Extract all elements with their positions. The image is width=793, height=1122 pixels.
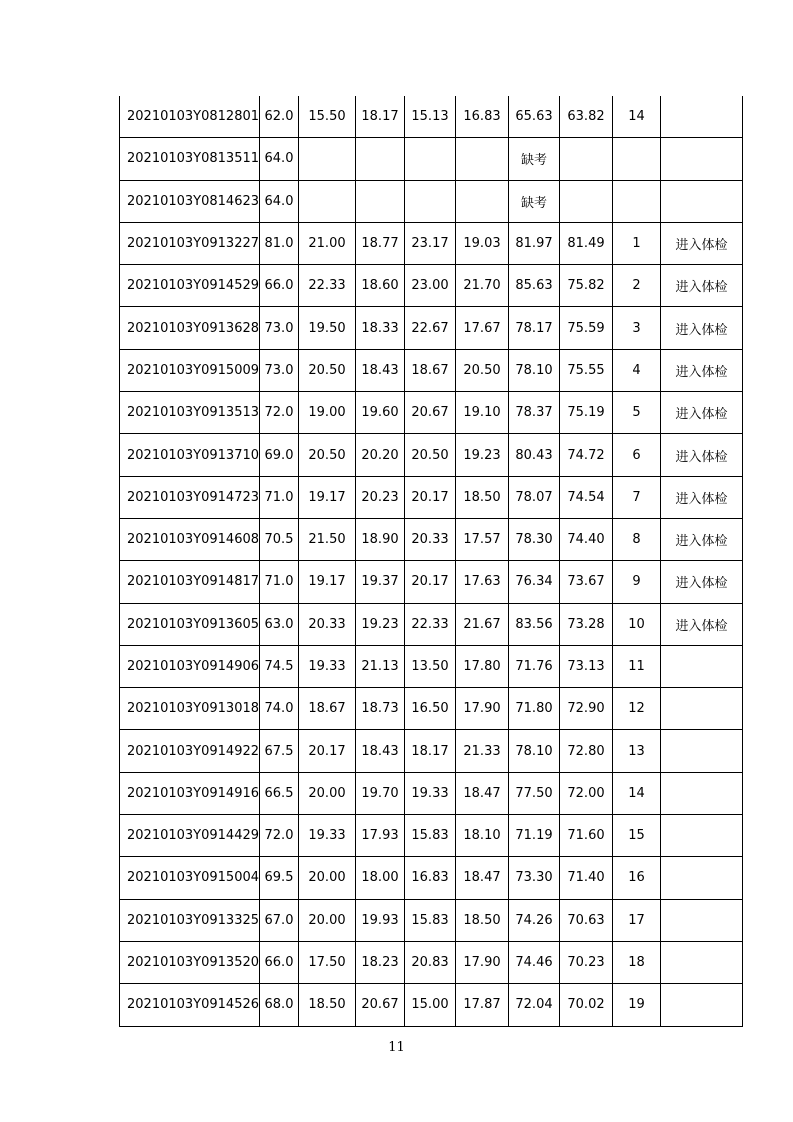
score-c-cell: 15.00 [405, 984, 456, 1026]
table-row [120, 857, 743, 899]
score-d-cell: 18.47 [456, 857, 509, 899]
total-score-cell: 73.67 [560, 561, 613, 603]
score-d-cell: 21.67 [456, 603, 509, 645]
interview-score-cell: 缺考 [509, 180, 560, 222]
interview-score-cell: 76.34 [509, 561, 560, 603]
score-a-cell: 15.50 [299, 96, 356, 138]
score-a-cell: 20.50 [299, 434, 356, 476]
score-b-cell: 19.60 [356, 392, 405, 434]
total-score-cell: 73.28 [560, 603, 613, 645]
score-b-cell: 18.60 [356, 265, 405, 307]
total-score-cell: 73.13 [560, 645, 613, 687]
score-a-cell: 17.50 [299, 941, 356, 983]
remark-cell [661, 730, 743, 772]
total-score-cell: 74.72 [560, 434, 613, 476]
exam-id-cell: 20210103Y0915004 [120, 857, 260, 899]
total-score-cell: 75.82 [560, 265, 613, 307]
total-score-cell: 70.02 [560, 984, 613, 1026]
score-b-cell: 19.93 [356, 899, 405, 941]
table-row [120, 899, 743, 941]
written-score-cell: 69.0 [260, 434, 299, 476]
score-c-cell: 13.50 [405, 645, 456, 687]
written-score-cell: 70.5 [260, 518, 299, 560]
written-score-cell: 63.0 [260, 603, 299, 645]
exam-id-cell: 20210103Y0814623 [120, 180, 260, 222]
remark-cell [661, 180, 743, 222]
remark-cell: 进入体检 [661, 349, 743, 391]
interview-score-cell: 73.30 [509, 857, 560, 899]
remark-cell [661, 815, 743, 857]
interview-score-cell: 78.37 [509, 392, 560, 434]
total-score-cell: 63.82 [560, 96, 613, 138]
rank-cell: 13 [613, 730, 661, 772]
total-score-cell [560, 180, 613, 222]
remark-cell: 进入体检 [661, 265, 743, 307]
interview-score-cell: 71.80 [509, 688, 560, 730]
score-c-cell: 22.33 [405, 603, 456, 645]
interview-score-cell: 78.30 [509, 518, 560, 560]
remark-cell [661, 941, 743, 983]
total-score-cell: 74.54 [560, 476, 613, 518]
interview-score-cell: 78.17 [509, 307, 560, 349]
remark-cell: 进入体检 [661, 561, 743, 603]
table-row [120, 138, 743, 180]
table-row [120, 941, 743, 983]
score-d-cell: 21.33 [456, 730, 509, 772]
score-c-cell: 23.00 [405, 265, 456, 307]
total-score-cell: 70.63 [560, 899, 613, 941]
score-c-cell: 16.83 [405, 857, 456, 899]
score-a-cell: 21.00 [299, 222, 356, 264]
table-row [120, 265, 743, 307]
score-d-cell: 17.90 [456, 688, 509, 730]
table-row [120, 730, 743, 772]
table-row [120, 434, 743, 476]
rank-cell: 3 [613, 307, 661, 349]
score-c-cell: 18.67 [405, 349, 456, 391]
interview-score-cell: 80.43 [509, 434, 560, 476]
remark-cell [661, 772, 743, 814]
table-row [120, 984, 743, 1026]
written-score-cell: 71.0 [260, 476, 299, 518]
score-b-cell: 20.23 [356, 476, 405, 518]
interview-score-cell: 77.50 [509, 772, 560, 814]
exam-id-cell: 20210103Y0914429 [120, 815, 260, 857]
interview-score-cell: 缺考 [509, 138, 560, 180]
table-row [120, 180, 743, 222]
score-b-cell: 18.77 [356, 222, 405, 264]
score-c-cell: 20.33 [405, 518, 456, 560]
rank-cell: 1 [613, 222, 661, 264]
rank-cell: 16 [613, 857, 661, 899]
table-row [120, 476, 743, 518]
score-c-cell: 15.83 [405, 899, 456, 941]
table-row [120, 645, 743, 687]
rank-cell: 19 [613, 984, 661, 1026]
score-d-cell: 20.50 [456, 349, 509, 391]
score-c-cell [405, 138, 456, 180]
score-b-cell: 19.70 [356, 772, 405, 814]
score-a-cell: 20.00 [299, 857, 356, 899]
total-score-cell: 72.90 [560, 688, 613, 730]
written-score-cell: 66.5 [260, 772, 299, 814]
exam-id-cell: 20210103Y0913325 [120, 899, 260, 941]
interview-score-cell: 74.26 [509, 899, 560, 941]
interview-score-cell: 72.04 [509, 984, 560, 1026]
exam-id-cell: 20210103Y0913605 [120, 603, 260, 645]
score-c-cell: 16.50 [405, 688, 456, 730]
exam-id-cell: 20210103Y0914817 [120, 561, 260, 603]
score-b-cell: 18.23 [356, 941, 405, 983]
rank-cell: 14 [613, 772, 661, 814]
written-score-cell: 62.0 [260, 96, 299, 138]
score-c-cell: 20.50 [405, 434, 456, 476]
score-a-cell: 20.33 [299, 603, 356, 645]
score-a-cell: 20.50 [299, 349, 356, 391]
written-score-cell: 72.0 [260, 815, 299, 857]
score-b-cell: 19.23 [356, 603, 405, 645]
score-d-cell: 18.47 [456, 772, 509, 814]
written-score-cell: 74.5 [260, 645, 299, 687]
interview-score-cell: 78.07 [509, 476, 560, 518]
rank-cell: 11 [613, 645, 661, 687]
total-score-cell: 75.55 [560, 349, 613, 391]
remark-cell: 进入体检 [661, 434, 743, 476]
rank-cell: 14 [613, 96, 661, 138]
written-score-cell: 66.0 [260, 941, 299, 983]
remark-cell [661, 138, 743, 180]
score-a-cell: 21.50 [299, 518, 356, 560]
exam-id-cell: 20210103Y0914529 [120, 265, 260, 307]
written-score-cell: 68.0 [260, 984, 299, 1026]
written-score-cell: 73.0 [260, 349, 299, 391]
remark-cell [661, 688, 743, 730]
score-c-cell [405, 180, 456, 222]
score-a-cell: 20.17 [299, 730, 356, 772]
exam-id-cell: 20210103Y0915009 [120, 349, 260, 391]
score-d-cell: 17.57 [456, 518, 509, 560]
written-score-cell: 69.5 [260, 857, 299, 899]
score-d-cell: 18.10 [456, 815, 509, 857]
rank-cell: 10 [613, 603, 661, 645]
written-score-cell: 73.0 [260, 307, 299, 349]
score-b-cell: 18.73 [356, 688, 405, 730]
score-a-cell: 18.50 [299, 984, 356, 1026]
score-d-cell: 17.67 [456, 307, 509, 349]
rank-cell: 7 [613, 476, 661, 518]
table-row [120, 307, 743, 349]
table-row [120, 772, 743, 814]
score-a-cell: 19.00 [299, 392, 356, 434]
score-table [119, 96, 743, 1027]
score-a-cell: 22.33 [299, 265, 356, 307]
written-score-cell: 81.0 [260, 222, 299, 264]
written-score-cell: 71.0 [260, 561, 299, 603]
remark-cell [661, 96, 743, 138]
score-d-cell: 17.90 [456, 941, 509, 983]
exam-id-cell: 20210103Y0914608 [120, 518, 260, 560]
table-row [120, 561, 743, 603]
interview-score-cell: 71.19 [509, 815, 560, 857]
score-d-cell: 17.63 [456, 561, 509, 603]
rank-cell: 17 [613, 899, 661, 941]
exam-id-cell: 20210103Y0913018 [120, 688, 260, 730]
score-a-cell: 20.00 [299, 899, 356, 941]
exam-id-cell: 20210103Y0914723 [120, 476, 260, 518]
exam-id-cell: 20210103Y0913520 [120, 941, 260, 983]
score-a-cell [299, 138, 356, 180]
remark-cell: 进入体检 [661, 222, 743, 264]
interview-score-cell: 78.10 [509, 730, 560, 772]
rank-cell: 5 [613, 392, 661, 434]
score-b-cell: 17.93 [356, 815, 405, 857]
rank-cell: 12 [613, 688, 661, 730]
score-b-cell: 20.67 [356, 984, 405, 1026]
score-d-cell [456, 138, 509, 180]
score-b-cell: 18.00 [356, 857, 405, 899]
score-a-cell: 19.33 [299, 645, 356, 687]
interview-score-cell: 78.10 [509, 349, 560, 391]
remark-cell: 进入体检 [661, 307, 743, 349]
table-row [120, 603, 743, 645]
exam-id-cell: 20210103Y0913710 [120, 434, 260, 476]
exam-id-cell: 20210103Y0914906 [120, 645, 260, 687]
written-score-cell: 72.0 [260, 392, 299, 434]
score-d-cell: 19.10 [456, 392, 509, 434]
score-c-cell: 20.17 [405, 561, 456, 603]
score-b-cell [356, 138, 405, 180]
score-a-cell: 20.00 [299, 772, 356, 814]
total-score-cell [560, 138, 613, 180]
total-score-cell: 75.59 [560, 307, 613, 349]
remark-cell [661, 645, 743, 687]
score-c-cell: 15.13 [405, 96, 456, 138]
interview-score-cell: 85.63 [509, 265, 560, 307]
score-c-cell: 19.33 [405, 772, 456, 814]
interview-score-cell: 83.56 [509, 603, 560, 645]
score-d-cell: 18.50 [456, 476, 509, 518]
table-row [120, 392, 743, 434]
remark-cell: 进入体检 [661, 518, 743, 560]
written-score-cell: 74.0 [260, 688, 299, 730]
remark-cell [661, 857, 743, 899]
total-score-cell: 70.23 [560, 941, 613, 983]
score-b-cell: 18.43 [356, 730, 405, 772]
total-score-cell: 74.40 [560, 518, 613, 560]
score-d-cell: 19.23 [456, 434, 509, 476]
rank-cell: 4 [613, 349, 661, 391]
score-d-cell: 16.83 [456, 96, 509, 138]
score-b-cell: 18.33 [356, 307, 405, 349]
exam-id-cell: 20210103Y0914916 [120, 772, 260, 814]
score-b-cell: 18.43 [356, 349, 405, 391]
score-c-cell: 20.17 [405, 476, 456, 518]
exam-id-cell: 20210103Y0812801 [120, 96, 260, 138]
score-c-cell: 20.83 [405, 941, 456, 983]
score-d-cell [456, 180, 509, 222]
score-d-cell: 17.87 [456, 984, 509, 1026]
exam-id-cell: 20210103Y0813511 [120, 138, 260, 180]
score-a-cell [299, 180, 356, 222]
exam-id-cell: 20210103Y0913513 [120, 392, 260, 434]
score-a-cell: 19.17 [299, 476, 356, 518]
score-d-cell: 21.70 [456, 265, 509, 307]
interview-score-cell: 74.46 [509, 941, 560, 983]
total-score-cell: 81.49 [560, 222, 613, 264]
score-a-cell: 19.33 [299, 815, 356, 857]
exam-id-cell: 20210103Y0913628 [120, 307, 260, 349]
total-score-cell: 71.40 [560, 857, 613, 899]
exam-id-cell: 20210103Y0913227 [120, 222, 260, 264]
score-c-cell: 23.17 [405, 222, 456, 264]
score-c-cell: 22.67 [405, 307, 456, 349]
total-score-cell: 72.80 [560, 730, 613, 772]
written-score-cell: 64.0 [260, 138, 299, 180]
score-table-body [120, 96, 743, 1026]
score-b-cell: 19.37 [356, 561, 405, 603]
score-b-cell: 18.17 [356, 96, 405, 138]
table-row [120, 815, 743, 857]
total-score-cell: 75.19 [560, 392, 613, 434]
score-a-cell: 18.67 [299, 688, 356, 730]
score-a-cell: 19.50 [299, 307, 356, 349]
table-row [120, 349, 743, 391]
table-row [120, 222, 743, 264]
interview-score-cell: 71.76 [509, 645, 560, 687]
score-c-cell: 15.83 [405, 815, 456, 857]
score-d-cell: 17.80 [456, 645, 509, 687]
rank-cell: 15 [613, 815, 661, 857]
total-score-cell: 72.00 [560, 772, 613, 814]
remark-cell: 进入体检 [661, 603, 743, 645]
written-score-cell: 66.0 [260, 265, 299, 307]
score-c-cell: 20.67 [405, 392, 456, 434]
remark-cell: 进入体检 [661, 392, 743, 434]
rank-cell: 9 [613, 561, 661, 603]
rank-cell: 8 [613, 518, 661, 560]
table-row [120, 96, 743, 138]
table-row [120, 518, 743, 560]
score-b-cell: 20.20 [356, 434, 405, 476]
table-row [120, 688, 743, 730]
score-c-cell: 18.17 [405, 730, 456, 772]
score-a-cell: 19.17 [299, 561, 356, 603]
score-b-cell: 18.90 [356, 518, 405, 560]
remark-cell [661, 899, 743, 941]
score-d-cell: 19.03 [456, 222, 509, 264]
score-b-cell: 21.13 [356, 645, 405, 687]
interview-score-cell: 81.97 [509, 222, 560, 264]
total-score-cell: 71.60 [560, 815, 613, 857]
remark-cell: 进入体检 [661, 476, 743, 518]
score-d-cell: 18.50 [456, 899, 509, 941]
written-score-cell: 67.0 [260, 899, 299, 941]
rank-cell: 2 [613, 265, 661, 307]
rank-cell [613, 138, 661, 180]
page-number: 11 [388, 1040, 405, 1055]
exam-id-cell: 20210103Y0914922 [120, 730, 260, 772]
score-b-cell [356, 180, 405, 222]
written-score-cell: 64.0 [260, 180, 299, 222]
written-score-cell: 67.5 [260, 730, 299, 772]
exam-id-cell: 20210103Y0914526 [120, 984, 260, 1026]
rank-cell: 18 [613, 941, 661, 983]
interview-score-cell: 65.63 [509, 96, 560, 138]
rank-cell [613, 180, 661, 222]
rank-cell: 6 [613, 434, 661, 476]
remark-cell [661, 984, 743, 1026]
